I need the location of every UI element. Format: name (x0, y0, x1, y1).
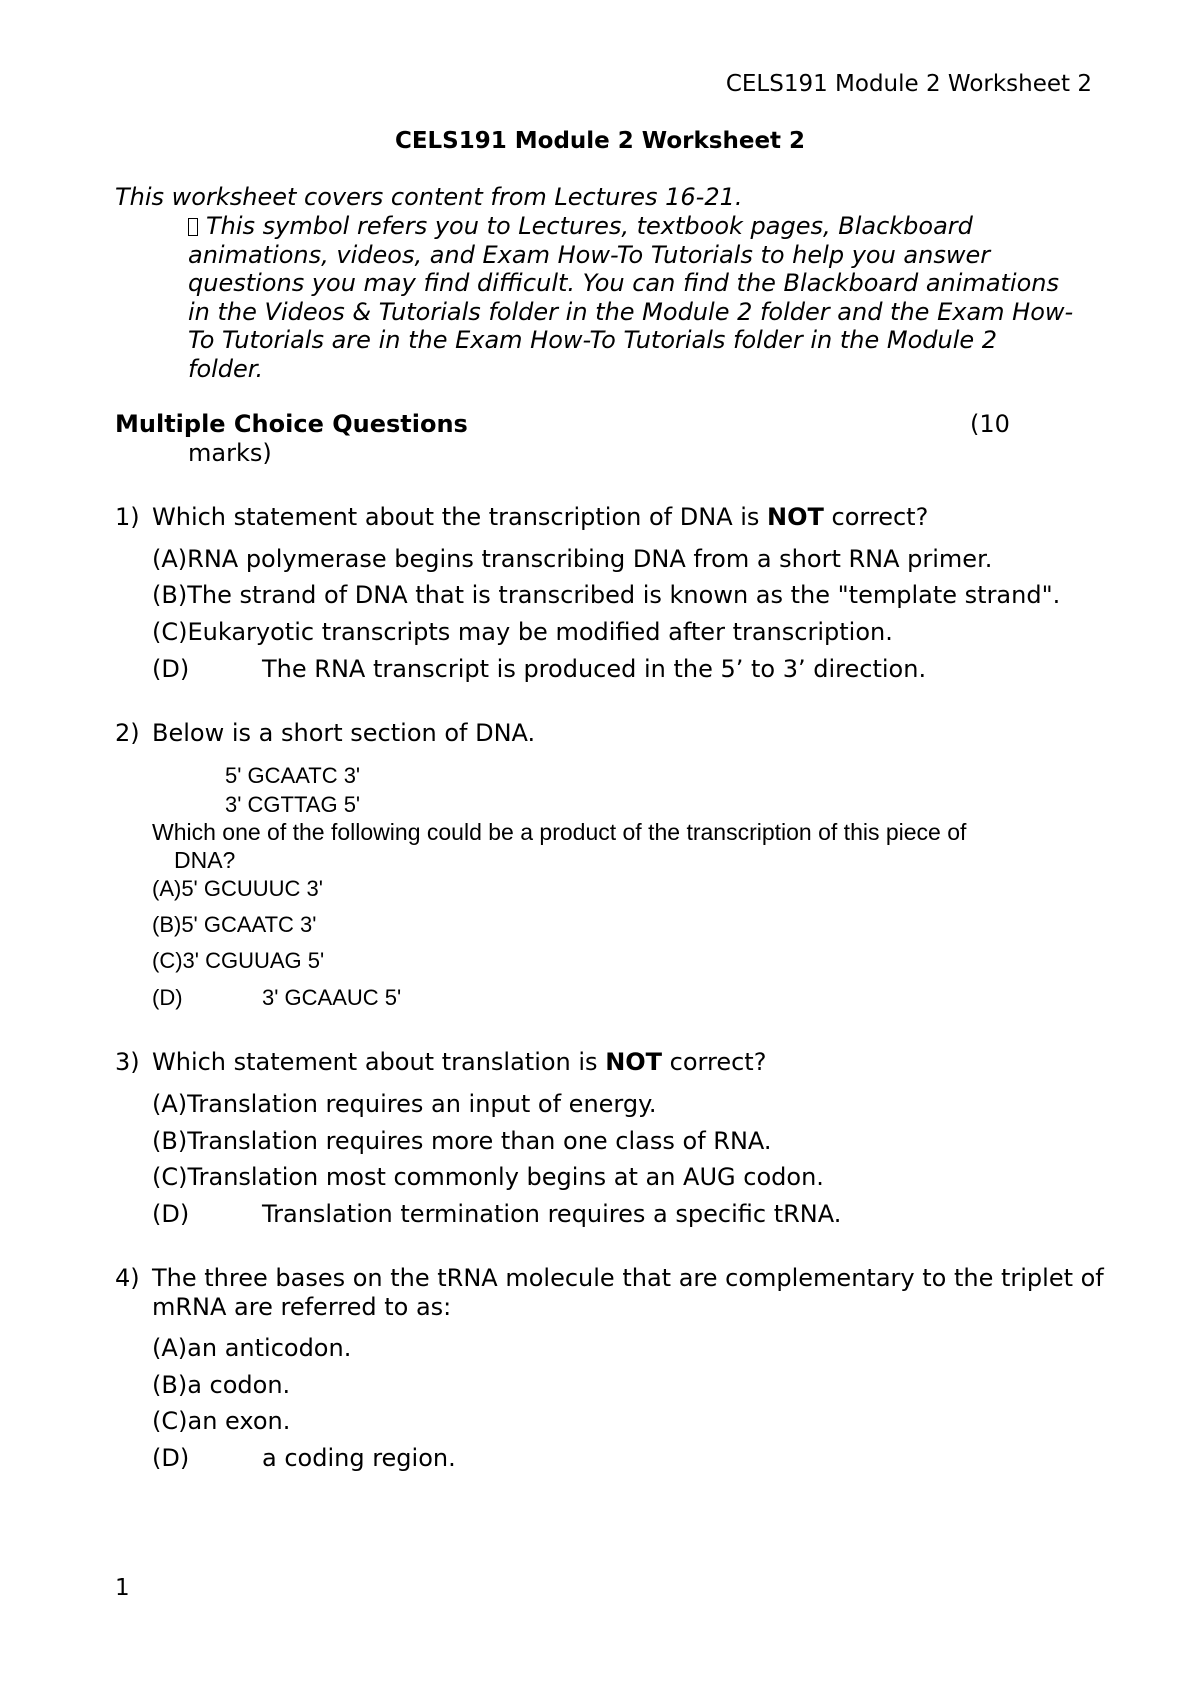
question-1-option-d-label: (D) (152, 655, 190, 683)
question-4-text: The three bases on the tRNA molecule that are complementary to the triplet of (152, 1264, 1104, 1292)
page-title: CELS191 Module 2 Worksheet 2 (394, 128, 806, 154)
section-marks-cont: marks) (188, 439, 272, 467)
question-4-option-d-label: (D) (152, 1444, 190, 1472)
question-3-option-b: (B)Translation requires more than one class of RNA. (152, 1127, 772, 1155)
symbol-note (188, 212, 1108, 383)
question-2-prompt-cont: DNA? (174, 847, 236, 873)
question-4-text-cont: mRNA are referred to as: (152, 1293, 452, 1321)
question-3-text: Which statement about translation is NOT correct? (152, 1048, 767, 1076)
question-1-option-d: The RNA transcript is produced in the 5’ to 3’ direction. (262, 655, 927, 683)
question-1-option-b: (B)The strand of DNA that is transcribed is known as the "template strand". (152, 581, 1061, 609)
intro-covers: This worksheet covers content from Lectures 16-21. (115, 183, 743, 211)
symbol-note-text: This symbol refers you to Lectures, textbook pages, Blackboard (206, 212, 973, 240)
question-2-option-d-label: (D) (152, 985, 183, 1010)
section-marks: (10 (970, 410, 1010, 438)
question-3-option-d: Translation termination requires a specific tRNA. (262, 1200, 842, 1228)
question-4-option-c: (C)an exon. (152, 1407, 291, 1435)
question-2-option-c: (C)3' CGUUAG 5' (152, 948, 325, 973)
question-number: 4) (115, 1264, 140, 1292)
question-3-option-c: (C)Translation most commonly begins at an AUG codon. (152, 1163, 824, 1191)
question-4-option-a: (A)an anticodon. (152, 1334, 352, 1362)
section-heading: Multiple Choice Questions (115, 410, 468, 438)
running-header: CELS191 Module 2 Worksheet 2 (725, 71, 1092, 97)
symbol-note-line: in the Videos & Tutorials folder in the Module 2 folder and the Exam How- (188, 297, 1074, 326)
question-3-option-a: (A)Translation requires an input of energy. (152, 1090, 657, 1118)
symbol-note-line: folder. (188, 354, 264, 383)
dna-strand-bottom: 3' CGTTAG 5' (225, 792, 361, 817)
question-number: 2) (115, 719, 140, 747)
question-2-option-a: (A)5' GCUUUC 3' (152, 876, 323, 901)
question-2-option-d: 3' GCAAUC 5' (262, 985, 402, 1010)
symbol-note-line: To Tutorials are in the Exam How-To Tutorials folder in the Module 2 (188, 326, 998, 354)
question-2-text: Below is a short section of DNA. (152, 719, 536, 747)
reference-symbol-icon (188, 218, 198, 236)
question-number: 1) (115, 503, 140, 531)
question-2-option-b: (B)5' GCAATC 3' (152, 912, 317, 937)
question-1-option-c: (C)Eukaryotic transcripts may be modified after transcription. (152, 618, 893, 646)
question-1-text: Which statement about the transcription of DNA is NOT correct? (152, 503, 929, 531)
symbol-note-line: questions you may find difficult. You can find the Blackboard animations (188, 269, 1059, 297)
question-3-option-d-label: (D) (152, 1200, 190, 1228)
question-2-prompt: Which one of the following could be a product of the transcription of this piece of (152, 819, 967, 845)
dna-strand-top: 5' GCAATC 3' (225, 763, 361, 788)
page-number: 1 (115, 1575, 130, 1601)
question-4-option-b: (B)a codon. (152, 1371, 291, 1399)
symbol-note-line: animations, videos, and Exam How-To Tutorials to help you answer (188, 240, 991, 269)
symbol-note-line (188, 212, 1108, 241)
question-1-option-a: (A)RNA polymerase begins transcribing DNA from a short RNA primer. (152, 545, 993, 573)
question-4-option-d: a coding region. (262, 1444, 456, 1472)
question-number: 3) (115, 1048, 140, 1076)
